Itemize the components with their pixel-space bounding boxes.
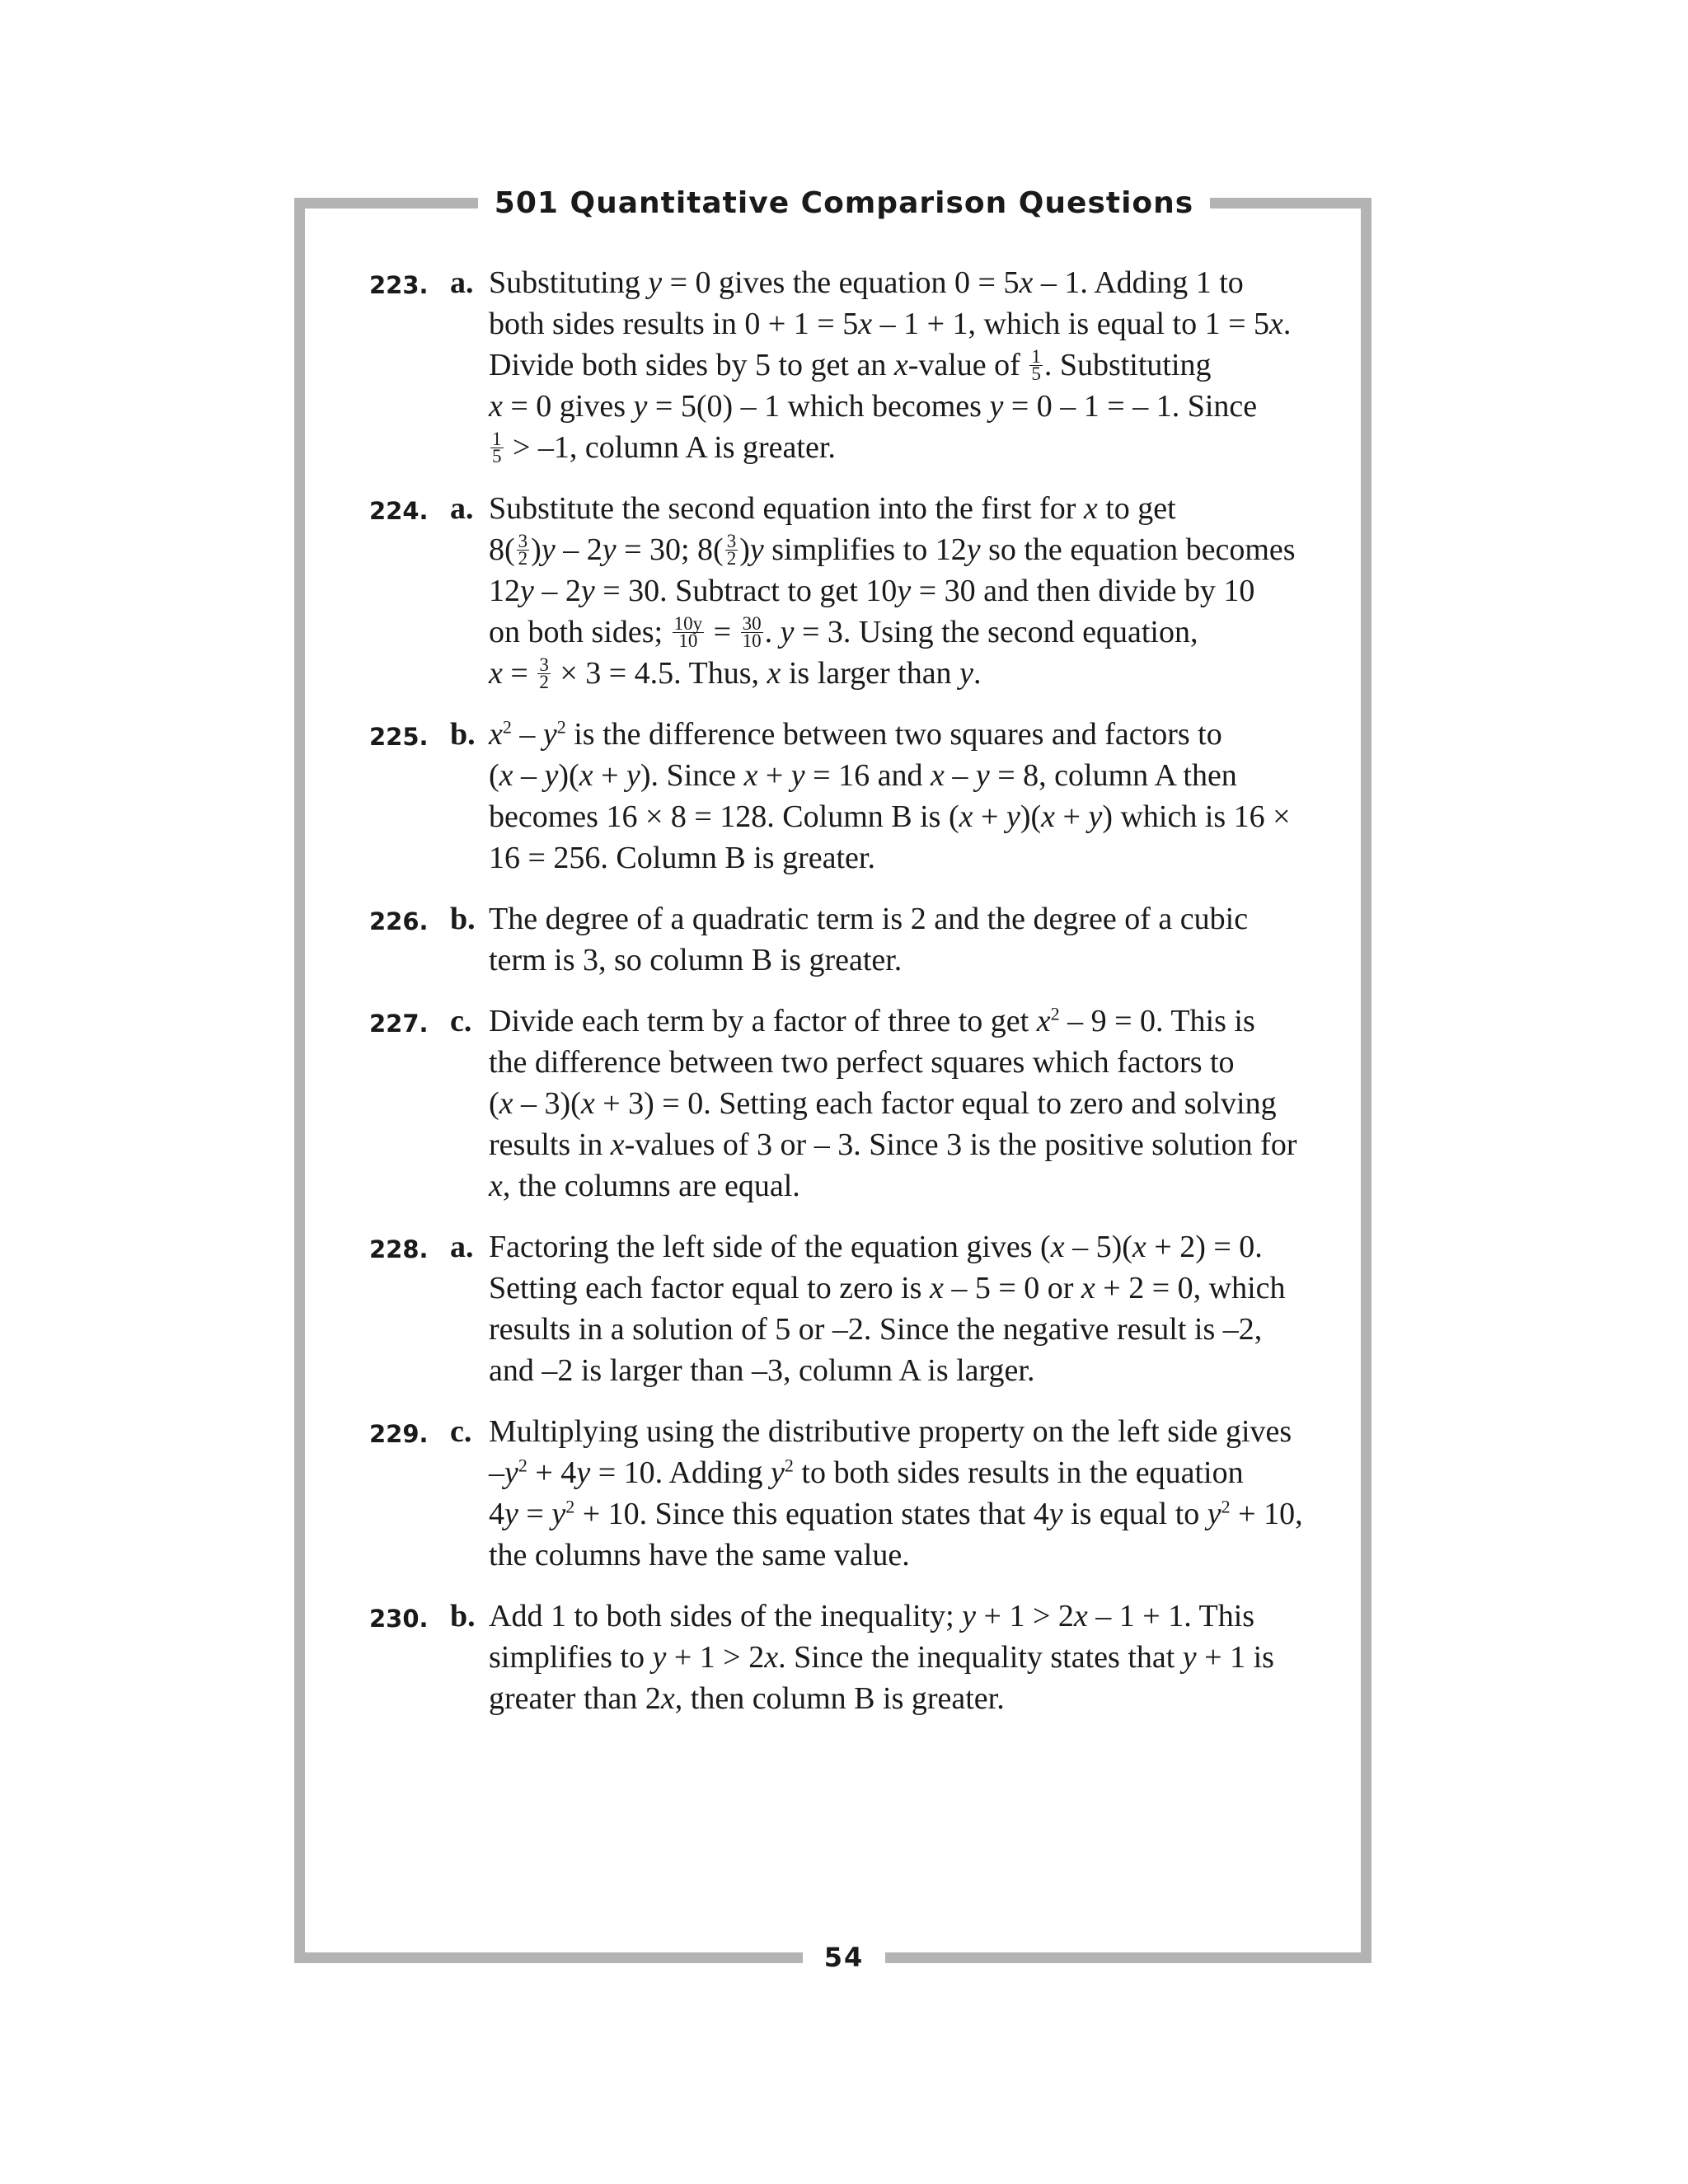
answer-choice: b. [450,902,476,936]
fraction: $\frac{1}{5}$ [1031,345,1041,384]
explanation-line: $x^2 - y^2$ is the difference between two squares and factors to [489,716,1222,752]
explanation-line: 12y – 2y = 30. Subtract to get 10y = 30 and then divide by 10 [489,574,1255,608]
explanation-line: results in x-values of 3 or – 3. Since 3 is the positive solution for [489,1127,1297,1162]
answer-item-223 [369,262,1309,468]
fraction: $\frac{3}{2}$ [726,530,737,569]
explanation-line: the difference between two perfect squares which factors to [489,1045,1235,1080]
explanation-line: results in a solution of 5 or –2. Since the negative result is –2, [489,1312,1263,1347]
explanation-line: Divide both sides by 5 to get an x-value of $\frac{1}{5}$ . Substituting [489,345,1212,384]
question-number: 225. [369,723,429,751]
explanation-line: (x – 3)(x + 3) = 0. Setting each factor equal to zero and solving [489,1086,1277,1121]
explanation-line: simplifies to y + 1 > 2x. Since the inequality states that y + 1 is [489,1640,1274,1675]
question-number: 223. [369,271,429,299]
answer-list [369,262,1309,1739]
explanation-line: 8( $\frac{3}{2}$ )y – 2y = 30; 8( $\frac{3}{2}$ )y simplifies to 12y so the equation becomes [489,530,1296,569]
explanation-line: 16 = 256. Column B is greater. [489,841,875,875]
explanation-line: (x – y)(x + y). Since x + y = 16 and x – y = 8, column A then [489,758,1237,793]
explanation-line: Setting each factor equal to zero is x – 5 = 0 or x + 2 = 0, which [489,1271,1286,1305]
answer-item-227 [369,1001,1309,1207]
book-title: 501 Quantitative Comparison Questions [478,186,1210,220]
answer-choice: b. [450,717,476,752]
question-number: 229. [369,1420,429,1448]
answer-item-226 [369,898,1309,981]
answer-choice: a. [450,491,474,526]
explanation-line: x, the columns are equal. [489,1169,800,1203]
explanation-line: $\frac{1}{5}$ > –1, column A is greater. [492,428,836,466]
question-number: 224. [369,497,429,525]
explanation-line: on both sides; $\frac{10y}{10}$ = $\frac{30}{10}$ . y = 3. Using the second equation, [489,612,1198,651]
explanation-line: Factoring the left side of the equation gives (x – 5)(x + 2) = 0. [489,1230,1263,1264]
explanation-line: $-y^2 + 4y = 10$. Adding $y^2$ to both sides results in the equation [489,1455,1244,1490]
explanation-line: becomes 16 × 8 = 128. Column B is (x + y)(x + y) which is 16 × [489,799,1291,834]
answer-choice: a. [450,1230,474,1264]
explanation-line: the columns have the same value. [489,1538,910,1572]
question-number: 230. [369,1605,429,1633]
running-header [0,186,1688,220]
answer-item-230 [369,1596,1309,1719]
explanation-line: Substituting y = 0 gives the equation 0 = 5x – 1. Adding 1 to [489,265,1244,300]
explanation-line: $4y = y^2 + 10$. Since this equation states that 4y is equal to $y^2 + 10$, [489,1496,1303,1531]
fraction: $\frac{10y}{10}$ [673,612,703,651]
fraction: $\frac{30}{10}$ [742,612,762,651]
answer-choice: c. [450,1004,472,1038]
explanation-line: greater than 2x, then column B is greater. [489,1681,1005,1716]
answer-item-229 [369,1411,1309,1576]
answer-choice: a. [450,265,474,300]
explanation-line: and –2 is larger than –3, column A is larger. [489,1353,1035,1388]
fraction: $\frac{3}{2}$ [539,654,549,692]
fraction: $\frac{3}{2}$ [518,530,528,569]
answer-item-225 [369,714,1309,879]
explanation-line: both sides results in 0 + 1 = 5x – 1 + 1, which is equal to 1 = 5x. [489,307,1292,341]
answer-choice: b. [450,1599,476,1633]
question-number: 226. [369,907,429,935]
explanation-line: Substitute the second equation into the first for x to get [489,491,1176,526]
page-footer [0,1942,1688,1973]
fraction: $\frac{1}{5}$ [492,428,502,466]
answer-item-228 [369,1226,1309,1391]
explanation-line: Multiplying using the distributive property on the left side gives [489,1414,1292,1449]
explanation-line: term is 3, so column B is greater. [489,943,903,977]
explanation-line: Divide each term by a factor of three to get $x^2 - 9 = 0$. This is [489,1003,1255,1038]
explanation-line: Add 1 to both sides of the inequality; y + 1 > 2x – 1 + 1. This [489,1599,1255,1633]
answer-choice: c. [450,1414,472,1449]
explanation-line: The degree of a quadratic term is 2 and the degree of a cubic [489,902,1249,936]
page-number: 54 [803,1942,886,1973]
question-number: 228. [369,1235,429,1263]
explanation-line: x = 0 gives y = 5(0) – 1 which becomes y = 0 – 1 = – 1. Since [489,389,1258,424]
question-number: 227. [369,1010,429,1038]
explanation-line: x = $\frac{3}{2}$ × 3 = 4.5. Thus, x is larger than y. [489,654,982,692]
answer-item-224 [369,488,1309,694]
